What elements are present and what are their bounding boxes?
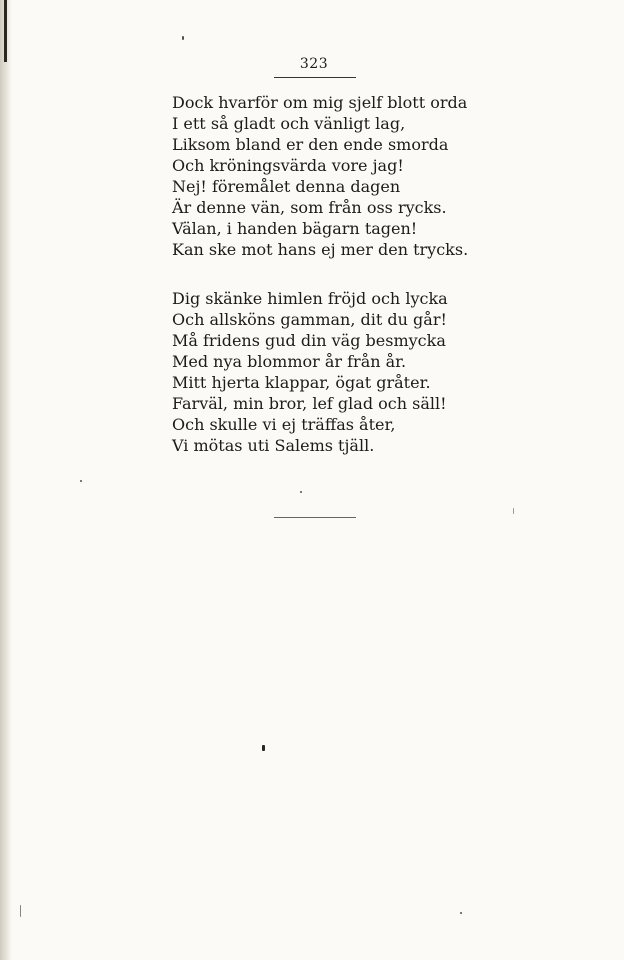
paper-speck: [300, 491, 302, 493]
stanza-2: [172, 288, 448, 456]
binding-mark: [4, 0, 7, 62]
paper-speck: [20, 905, 21, 917]
verse-line: Välan, i handen bägarn tagen!: [172, 219, 418, 238]
page-number-rule: [274, 77, 356, 78]
verse-line: Mitt hjerta klappar, ögat gråter.: [172, 373, 431, 392]
paper-speck: [460, 912, 462, 914]
section-end-rule: [274, 517, 356, 518]
verse-line: Farväl, min bror, lef glad och säll!: [172, 394, 447, 413]
verse-line: Vi mötas uti Salems tjäll.: [172, 436, 375, 455]
verse-line: Dig skänke himlen fröjd och lycka: [172, 289, 448, 308]
verse-line: Liksom bland er den ende smorda: [172, 135, 449, 154]
verse-line: Är denne vän, som från oss rycks.: [172, 198, 447, 217]
page-number: 323: [299, 56, 329, 72]
verse-line: Och skulle vi ej träffas åter,: [172, 415, 396, 434]
paper-speck: [182, 36, 184, 40]
verse-line: Och allsköns gamman, dit du går!: [172, 310, 447, 329]
verse-line: I ett så gladt och vänligt lag,: [172, 114, 406, 133]
paper-speck: [80, 480, 82, 482]
verse-line: Nej! föremålet denna dagen: [172, 177, 401, 196]
stanza-1: [172, 92, 468, 260]
verse-line: Må fridens gud din väg besmycka: [172, 331, 446, 350]
verse-line: Kan ske mot hans ej mer den trycks.: [172, 240, 469, 259]
paper-speck: [262, 745, 265, 751]
verse-line: Och kröningsvärda vore jag!: [172, 156, 404, 175]
verse-line: Dock hvarför om mig sjelf blott orda: [172, 93, 468, 112]
verse-line: Med nya blommor år från år.: [172, 352, 407, 371]
paper-speck: [513, 508, 514, 514]
page-gutter-shadow: [0, 0, 12, 960]
